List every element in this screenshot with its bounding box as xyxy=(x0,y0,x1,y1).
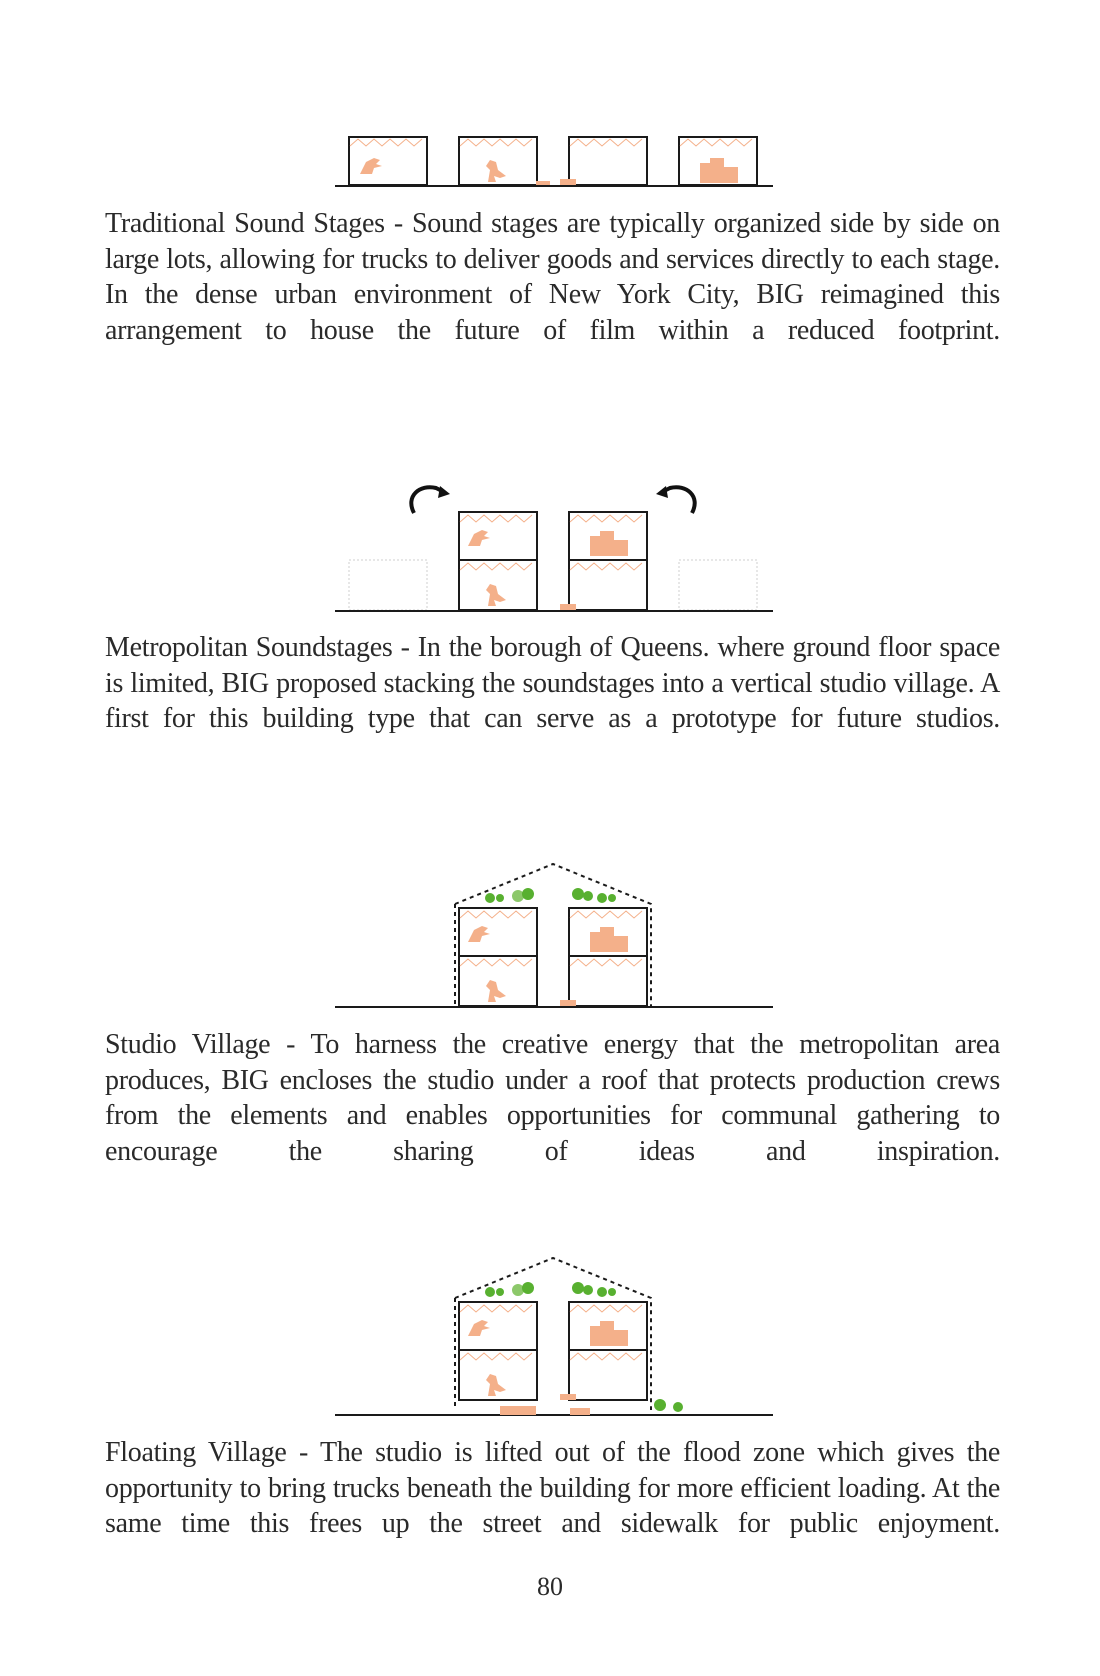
section-3-text: Studio Village - To harness the creative energy that the metropolitan area produces, BIG encloses the studio under a roof that protects production crews from the elements and enables opportunities for communal gathering to encourage the sharing of ideas and inspiration. xyxy=(105,1029,1000,1167)
rotate-arrow-icon xyxy=(411,487,444,513)
diagram-floating-village xyxy=(0,1250,1100,1420)
section-1-text: Traditional Sound Stages - Sound stages are typically organized side by side on large lots, allowing for trucks to deliver goods and services directly to each stage. In the dense urban environment of New York City, BIG reimagined this arrangement to house the future of film within a reduced footprint. xyxy=(105,208,1000,346)
diagram-studio-village xyxy=(0,856,1100,1012)
rotate-arrow-icon xyxy=(438,486,450,498)
rotate-arrow-icon xyxy=(656,486,668,498)
diagram-traditional-sound-stages xyxy=(0,120,1100,192)
section-2-text: Metropolitan Soundstages - In the borough of Queens. where ground floor space is limited, BIG proposed stacking the soundstages into a vertical studio village. A first for this building type that can serve as a prototype for future studios. xyxy=(105,632,1000,734)
page-number: 80 xyxy=(537,1572,563,1601)
tree-icon xyxy=(485,888,616,903)
diagram-metropolitan-soundstages xyxy=(0,478,1100,616)
rotate-arrow-icon xyxy=(662,487,695,513)
section-4-text: Floating Village - The studio is lifted out of the flood zone which gives the opportunity to bring trucks beneath the building for more efficient loading. At the same time this frees up the street and sidewalk for public enjoyment. xyxy=(105,1437,1000,1539)
